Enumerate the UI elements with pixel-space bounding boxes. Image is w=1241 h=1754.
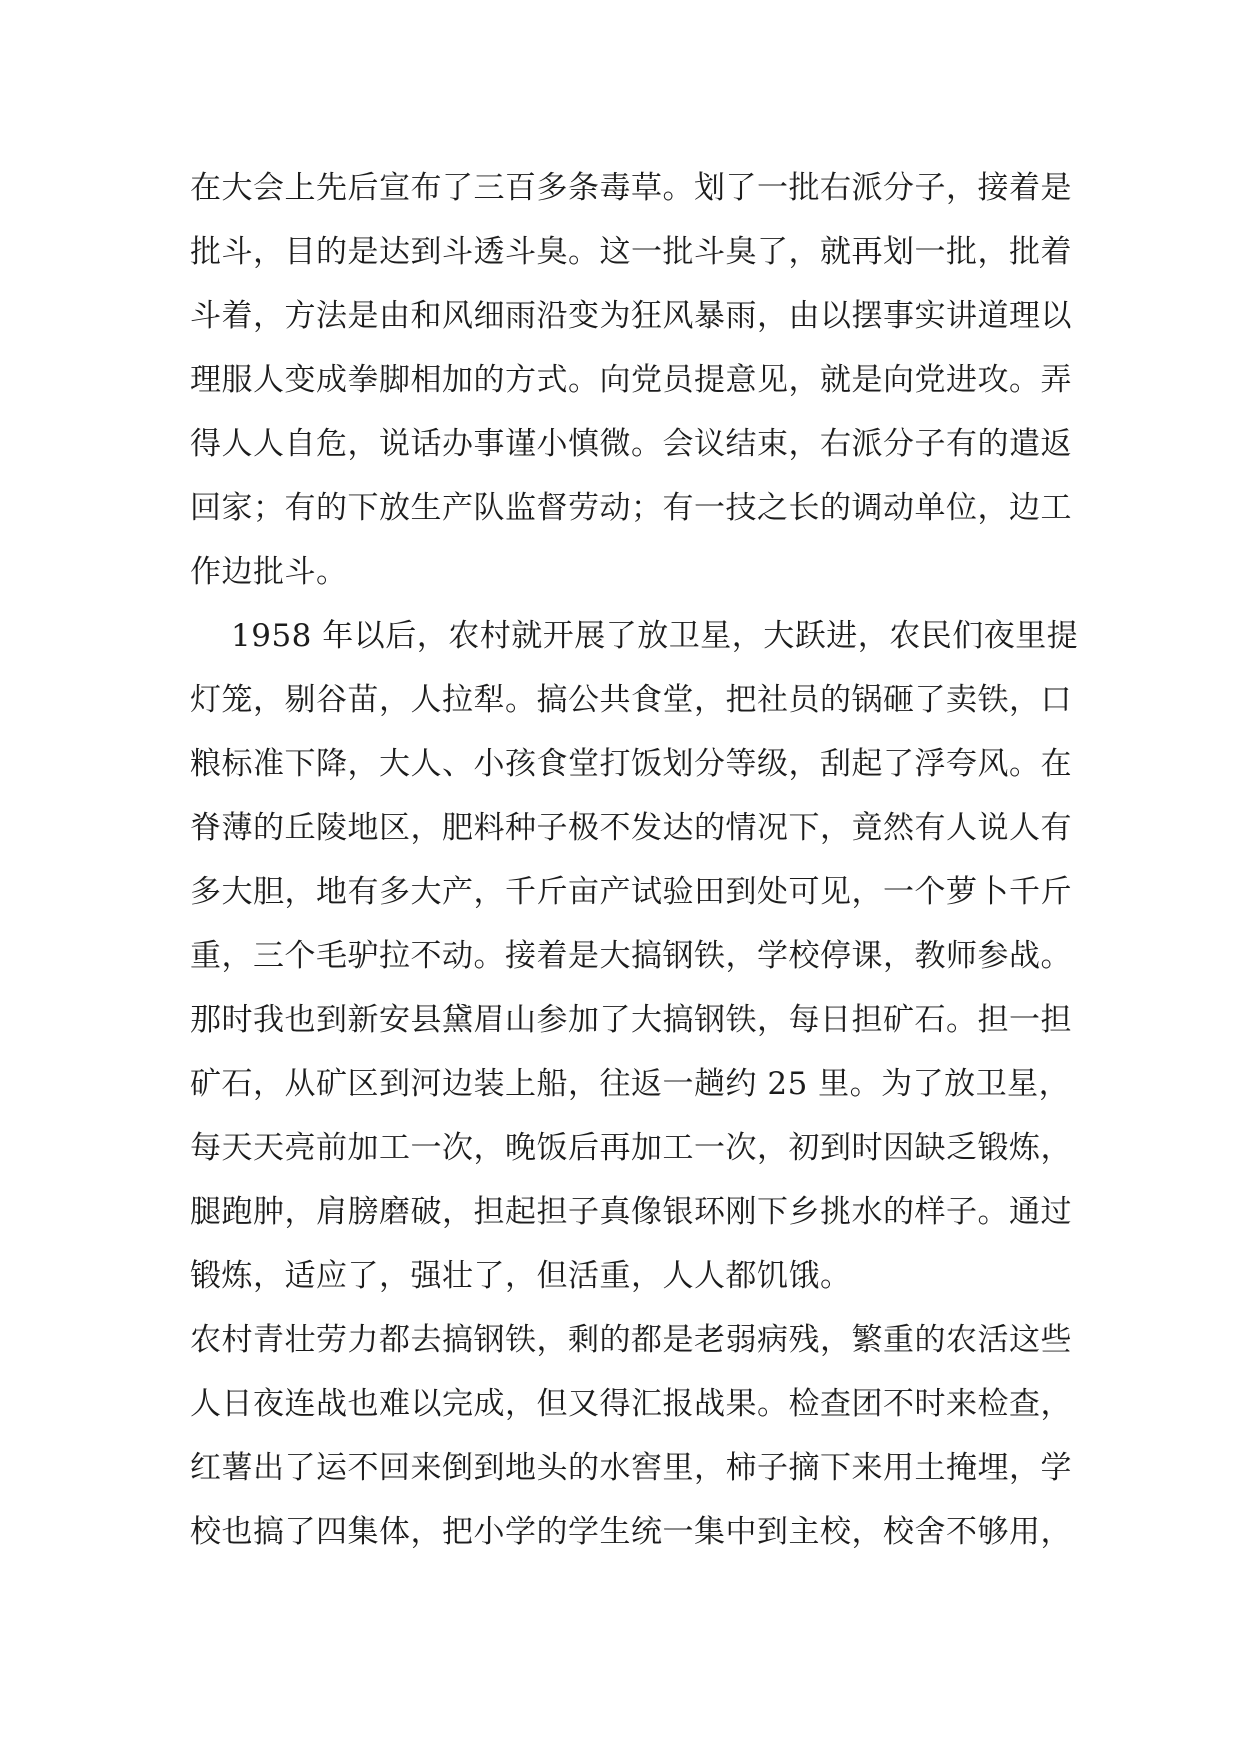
text-line: 那时我也到新安县黛眉山参加了大搞钢铁，每日担矿石。担一担 — [190, 1002, 1072, 1038]
text-line: 每天天亮前加工一次，晚饭后再加工一次，初到时因缺乏锻炼， — [190, 1130, 1072, 1166]
text-line: 矿石，从矿区到河边装上船，往返一趟约 25 里。为了放卫星， — [190, 1066, 1071, 1102]
text-line: 作边批斗。 — [190, 554, 348, 590]
text-line: 农村青壮劳力都去搞钢铁，剩的都是老弱病残，繁重的农活这些 — [190, 1322, 1072, 1358]
text-line: 红薯出了运不回来倒到地头的水窖里，柿子摘下来用土掩埋，学 — [190, 1450, 1072, 1486]
text-line: 回家；有的下放生产队监督劳动；有一技之长的调动单位，边工 — [190, 490, 1072, 526]
paragraph-3 — [190, 1308, 1070, 1564]
text-line: 校也搞了四集体，把小学的学生统一集中到主校，校舍不够用， — [190, 1514, 1072, 1550]
text-line: 得人人自危，说话办事谨小慎微。会议结束，右派分子有的遣返 — [190, 426, 1072, 462]
text-line: 在大会上先后宣布了三百多条毒草。划了一批右派分子，接着是 — [190, 170, 1072, 206]
text-line: 理服人变成拳脚相加的方式。向党员提意见，就是向党进攻。弄 — [190, 362, 1072, 398]
text-line: 腿跑肿，肩膀磨破，担起担子真像银环刚下乡挑水的样子。通过 — [190, 1194, 1072, 1230]
text-line: 多大胆，地有多大产，千斤亩产试验田到处可见，一个萝卜千斤 — [190, 874, 1072, 910]
text-line: 灯笼，剔谷苗，人拉犁。搞公共食堂，把社员的锅砸了卖铁，口 — [190, 682, 1072, 718]
text-line: 锻炼，适应了，强壮了，但活重，人人都饥饿。 — [190, 1258, 852, 1294]
text-line: 粮标准下降，大人、小孩食堂打饭划分等级，刮起了浮夸风。在 — [190, 746, 1072, 782]
text-line: 脊薄的丘陵地区，肥料种子极不发达的情况下，竟然有人说人有 — [190, 810, 1072, 846]
text-line: 批斗，目的是达到斗透斗臭。这一批斗臭了，就再划一批，批着 — [190, 234, 1072, 270]
text-line: 斗着，方法是由和风细雨沿变为狂风暴雨，由以摆事实讲道理以 — [190, 298, 1072, 334]
document-body — [190, 156, 1079, 1564]
text-line: 1958 年以后，农村就开展了放卫星，大跃进，农民们夜里提 — [231, 618, 1079, 654]
text-line: 人日夜连战也难以完成，但又得汇报战果。检查团不时来检查， — [190, 1386, 1072, 1422]
text-line: 重，三个毛驴拉不动。接着是大搞钢铁，学校停课，教师参战。 — [190, 938, 1072, 974]
paragraph-2 — [190, 604, 1079, 1308]
paragraph-1 — [190, 156, 1070, 604]
